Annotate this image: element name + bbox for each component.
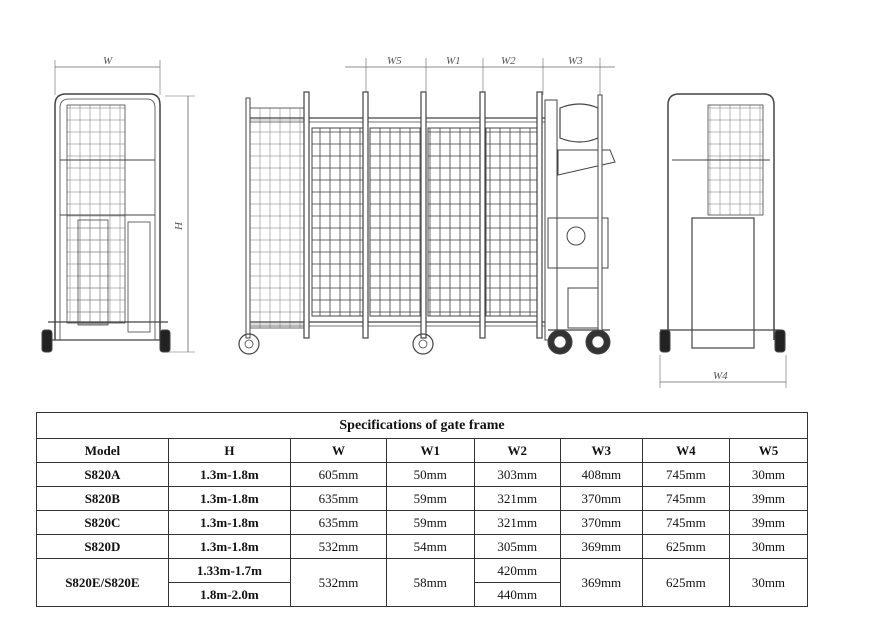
cell-w1: 59mm <box>386 511 474 535</box>
cell-w3: 370mm <box>560 487 642 511</box>
cell-w2: 303mm <box>474 463 560 487</box>
table-row <box>37 535 808 559</box>
cell-w4: 745mm <box>642 487 729 511</box>
left-side-view <box>42 60 195 352</box>
cell-w: 635mm <box>291 487 387 511</box>
header-w3: W3 <box>560 439 642 463</box>
cell-w3: 370mm <box>560 511 642 535</box>
cell-model: S820C <box>37 511 169 535</box>
table-row <box>37 559 808 583</box>
table-row <box>37 487 808 511</box>
cell-h: 1.3m-1.8m <box>168 487 290 511</box>
table-header-row <box>37 439 808 463</box>
cell-model: S820B <box>37 487 169 511</box>
cell-w2: 321mm <box>474 487 560 511</box>
cell-w1: 54mm <box>386 535 474 559</box>
cell-w4: 625mm <box>642 535 729 559</box>
right-side-view <box>660 94 786 388</box>
cell-w5: 30mm <box>729 535 807 559</box>
header-w1: W1 <box>386 439 474 463</box>
cell-model: S820A <box>37 463 169 487</box>
spec-table <box>36 412 808 607</box>
header-w2: W2 <box>474 439 560 463</box>
cell-h: 1.8m-2.0m <box>168 583 290 607</box>
header-w: W <box>291 439 387 463</box>
cell-model: S820E/S820E <box>37 559 169 607</box>
cell-w2: 420mm <box>474 559 560 583</box>
header-h: H <box>168 439 290 463</box>
header-w5: W5 <box>729 439 807 463</box>
cell-w: 635mm <box>291 511 387 535</box>
cell-w2: 440mm <box>474 583 560 607</box>
cell-w2: 305mm <box>474 535 560 559</box>
cell-h: 1.3m-1.8m <box>168 535 290 559</box>
dim-label-w5: W5 <box>387 55 402 67</box>
cell-w1: 58mm <box>386 559 474 607</box>
cell-w3: 369mm <box>560 559 642 607</box>
dim-label-w3: W3 <box>568 55 583 67</box>
cell-w5: 39mm <box>729 487 807 511</box>
dim-label-w1: W1 <box>446 55 461 67</box>
cell-w3: 369mm <box>560 535 642 559</box>
cell-w1: 50mm <box>386 463 474 487</box>
header-w4: W4 <box>642 439 729 463</box>
header-model: Model <box>37 439 169 463</box>
dim-label-w2: W2 <box>501 55 516 67</box>
cell-w: 532mm <box>291 535 387 559</box>
cell-w: 532mm <box>291 559 387 607</box>
cell-h: 1.3m-1.8m <box>168 463 290 487</box>
cell-w5: 30mm <box>729 463 807 487</box>
cell-w2: 321mm <box>474 511 560 535</box>
dim-label-w4: W4 <box>713 370 728 382</box>
cell-h: 1.33m-1.7m <box>168 559 290 583</box>
cell-w4: 625mm <box>642 559 729 607</box>
cell-w5: 30mm <box>729 559 807 607</box>
dim-label-w: W <box>103 55 113 67</box>
cell-h: 1.3m-1.8m <box>168 511 290 535</box>
cell-w4: 745mm <box>642 511 729 535</box>
dim-label-h: H <box>173 222 185 230</box>
cell-w5: 39mm <box>729 511 807 535</box>
table-row <box>37 511 808 535</box>
cell-w3: 408mm <box>560 463 642 487</box>
cell-w1: 59mm <box>386 487 474 511</box>
cell-w4: 745mm <box>642 463 729 487</box>
cell-w: 605mm <box>291 463 387 487</box>
table-row <box>37 463 808 487</box>
front-view <box>239 58 615 354</box>
table-title: Specifications of gate frame <box>37 413 808 439</box>
cell-model: S820D <box>37 535 169 559</box>
